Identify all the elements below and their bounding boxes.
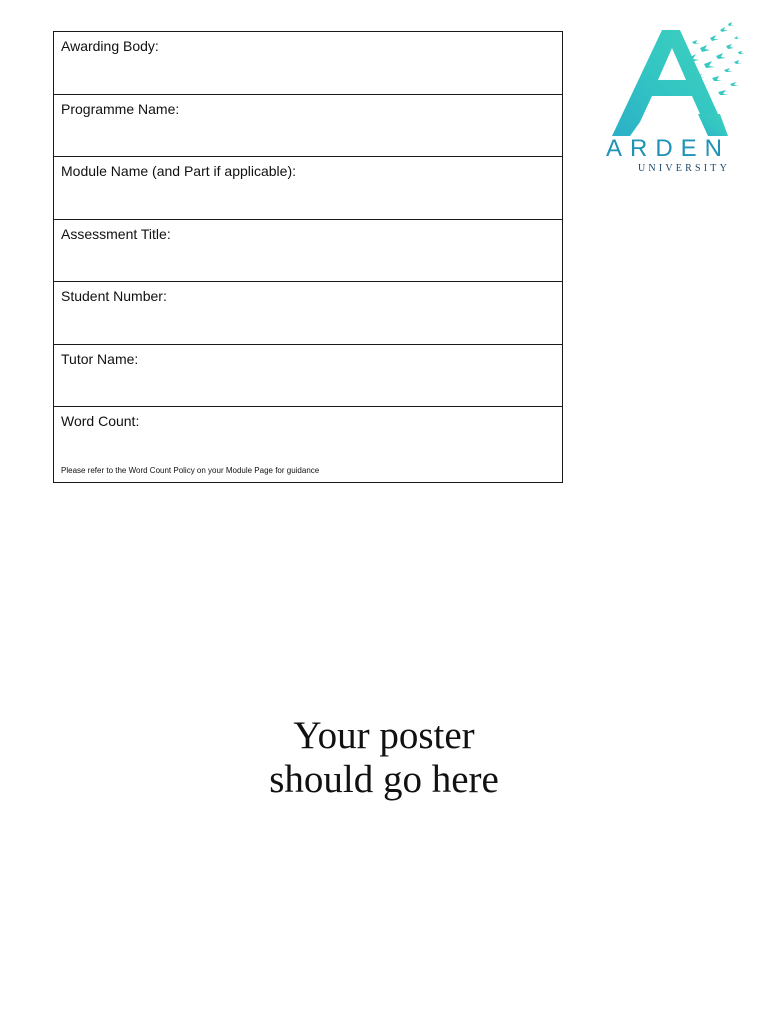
awarding-body-row (54, 32, 562, 95)
student-number-label: Student Number: (61, 288, 167, 304)
poster-placeholder-text (184, 714, 584, 802)
cover-sheet-table (53, 31, 563, 483)
poster-line-2: should go here (269, 758, 499, 801)
poster-line-1: Your poster (293, 714, 475, 757)
assessment-title-row (54, 220, 562, 283)
programme-name-label: Programme Name: (61, 100, 180, 117)
programme-name-row (54, 95, 562, 158)
assessment-title-label: Assessment Title: (61, 225, 171, 242)
module-name-label: Module Name (and Part if applicable): (61, 163, 297, 179)
awarding-body-label: Awarding Body: (61, 38, 159, 54)
module-name-row (54, 157, 562, 220)
word-count-label: Word Count: (61, 413, 140, 429)
word-count-row (54, 407, 562, 482)
student-number-row (54, 282, 562, 345)
tutor-name-row (54, 345, 562, 408)
arden-logo-wordmark: ARDEN (605, 135, 730, 162)
arden-logo-subtitle: UNIVERSITY (638, 163, 730, 174)
word-count-guidance-note: Please refer to the Word Count Policy on your Module Page for guidance (61, 466, 320, 475)
tutor-name-label: Tutor Name: (61, 350, 139, 367)
